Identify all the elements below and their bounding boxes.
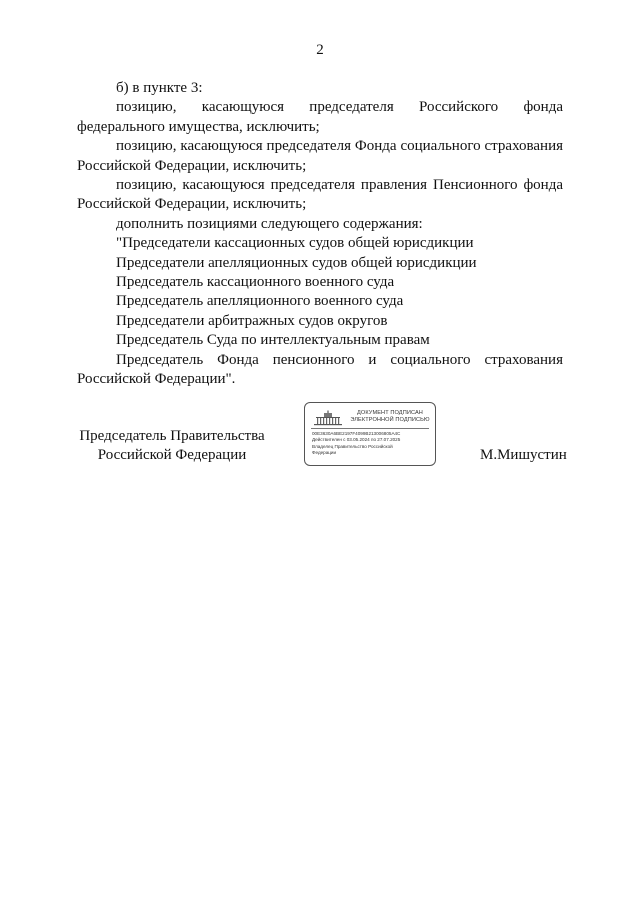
signatory-title-line: Председатель Правительства bbox=[79, 428, 265, 444]
list-item: Председатель Фонда пенсионного и социального страхования Российской Федерации". bbox=[77, 351, 563, 388]
document-body bbox=[77, 79, 563, 390]
list-item: Председатели арбитражных судов округов bbox=[116, 312, 388, 329]
stamp-details bbox=[312, 431, 434, 456]
paragraph-item: дополнить позициями следующего содержания: bbox=[116, 215, 423, 232]
paragraph-item: позицию, касающуюся председателя Фонда социального страхования Российской Федерации, исключить; bbox=[77, 138, 563, 174]
list-item: Председатель Суда по интеллектуальным правам bbox=[116, 332, 430, 349]
page-number: 2 bbox=[316, 42, 324, 58]
electronic-signature-stamp bbox=[304, 402, 436, 466]
stamp-certificate-number: 00E3630A6BE2197F4099B213006805A4C bbox=[312, 431, 401, 436]
signatory-name: М.Мишустин bbox=[480, 447, 567, 463]
signatory-title-line: Российской Федерации bbox=[97, 447, 247, 463]
stamp-owner: Федерации bbox=[312, 449, 337, 455]
paragraph-item: позицию, касающуюся председателя правления Пенсионного фонда Российской Федерации, исключить; bbox=[77, 177, 563, 213]
government-building-emblem-icon bbox=[313, 410, 343, 426]
stamp-header bbox=[347, 410, 433, 424]
stamp-header-line: ЭЛЕКТРОННОЙ ПОДПИСЬЮ bbox=[350, 417, 430, 423]
stamp-owner: Владелец Правительство Российской bbox=[312, 443, 393, 449]
list-item: Председатели апелляционных судов общей юрисдикции bbox=[116, 254, 477, 271]
list-item: Председатель апелляционного военного суда bbox=[116, 293, 404, 310]
paragraph-subpoint: б) в пункте 3: bbox=[116, 80, 203, 96]
stamp-header-line: ДОКУМЕНТ ПОДПИСАН bbox=[357, 410, 423, 416]
signatory-title bbox=[77, 427, 267, 465]
stamp-validity: Действителен с 03.05.2024 по 27.07.2025 bbox=[312, 437, 401, 443]
paragraph-item: позицию, касающуюся председателя Российского фонда федерального имущества, исключить; bbox=[77, 99, 563, 135]
list-item: Председатель кассационного военного суда bbox=[116, 274, 395, 291]
list-item: "Председатели кассационных судов общей юрисдикции bbox=[116, 235, 474, 252]
stamp-divider bbox=[311, 428, 429, 429]
